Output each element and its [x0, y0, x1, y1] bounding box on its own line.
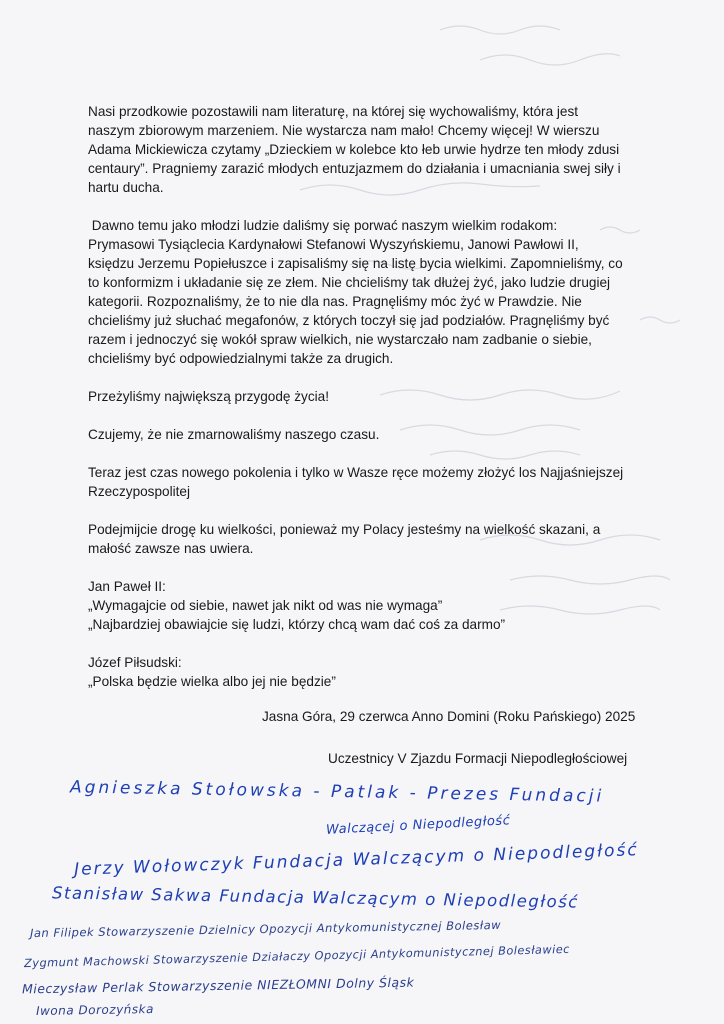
quote-line: „Wymagajcie od siebie, nawet jak nikt od was nie wymaga”	[88, 598, 443, 613]
text-line: Rzeczypospolitej	[88, 484, 190, 499]
text-line: centaury”. Pragniemy zarazić młodych entuzjazmem do działania i umacniania swej siły i	[88, 161, 621, 176]
text-line: Nasi przodkowie pozostawili nam literaturę, na której się wychowaliśmy, która jest	[88, 104, 579, 119]
text-line: małość zawsze nas uwiera.	[88, 541, 254, 556]
handwritten-signature: Zygmunt Machowski Stowarzyszenie Działaczy Opozycji Antykomunistycznej Bolesławiec	[23, 942, 571, 971]
handwritten-signature: Agnieszka Stołowska - Patlak - Prezes Fundacji	[69, 777, 605, 807]
paragraph-new-generation	[88, 463, 648, 501]
text-line: księdzu Jerzemu Popiełuszce i zapisaliśmy się na listę bycia wielkimi. Zapomnieliśmy, co	[88, 256, 623, 271]
handwritten-signature: Mieczysław Perlak Stowarzyszenie NIEZŁOMNI Dolny Śląsk	[21, 974, 415, 997]
paragraph-heritage	[88, 102, 648, 197]
quote-line: „Polska będzie wielka albo jej nie będzie”	[88, 674, 336, 689]
handwritten-signature: Jan Filipek Stowarzyszenie Dzielnicy Opozycji Antykomunistycznej Bolesław	[29, 917, 502, 941]
paragraph-greatness	[88, 520, 648, 558]
text-line: razem i jednoczyć się wokół spraw wielkich, nie wystarczało nam zadbanie o siebie,	[88, 332, 592, 347]
text-line: naszym zbiorowym marzeniem. Nie wystarcza nam mało! Chcemy więcej! W wierszu	[88, 123, 600, 138]
quote-pilsudski	[88, 653, 648, 691]
text-line: Dawno temu jako młodzi ludzie daliśmy się porwać naszym wielkim rodakom:	[88, 218, 558, 233]
handwritten-signature: Jerzy Wołowczyk Fundacja Walczącym o Niepodległość	[73, 840, 639, 880]
quote-jan-pawel	[88, 577, 648, 634]
text-line: Prymasowi Tysiąclecia Kardynałowi Stefanowi Wyszyńskiemu, Janowi Pawłowi II,	[88, 237, 579, 252]
quote-author: Józef Piłsudski:	[88, 655, 182, 670]
handwritten-signature: Stanisław Sakwa Fundacja Walczącym o Niepodległość	[51, 883, 580, 912]
text-line: Teraz jest czas nowego pokolenia i tylko w Wasze ręce możemy złożyć los Najjaśniejszej	[88, 465, 624, 480]
paragraph-time	[88, 425, 648, 444]
organization-signature: Uczestnicy V Zjazdu Formacji Niepodległościowej	[328, 751, 628, 766]
text-line: to konformizm i układanie się ze złem. Nie chcieliśmy tak dłużej żyć, jako ludzie drugiej	[88, 275, 611, 290]
text-line: Podejmijcie drogę ku wielkości, ponieważ my Polacy jesteśmy na wielkość skazani, a	[88, 522, 601, 537]
paragraph-history	[88, 216, 648, 368]
text-line: Przeżyliśmy największą przygodę życia!	[88, 389, 329, 404]
text-line: hartu ducha.	[88, 180, 164, 195]
handwritten-signature: Walczącej o Niepodległość	[325, 813, 511, 838]
text-line: kategorii. Rozpoznaliśmy, że to nie dla nas. Pragnęliśmy móc żyć w Prawdzie. Nie	[88, 294, 582, 309]
text-line: chcieliśmy być odpowiedzialnymi także za drugich.	[88, 351, 394, 366]
paragraph-adventure	[88, 387, 648, 406]
letter-body	[88, 102, 648, 710]
place-date: Jasna Góra, 29 czerwca Anno Domini (Roku Pańskiego) 2025	[262, 709, 636, 724]
quote-line: „Najbardziej obawiajcie się ludzi, którzy chcą wam dać coś za darmo”	[88, 617, 506, 632]
handwritten-signature: Iwona Dorozyńska	[35, 1001, 155, 1019]
text-line: Czujemy, że nie zmarnowaliśmy naszego czasu.	[88, 427, 380, 442]
text-line: chcieliśmy już słuchać megafonów, z których toczył się jad podziałów. Pragnęliśmy być	[88, 313, 610, 328]
text-line: Adama Mickiewicza czytamy „Dzieckiem w kolebce kto łeb urwie hydrze ten młody zdusi	[88, 142, 620, 157]
quote-author: Jan Paweł II:	[88, 579, 166, 594]
